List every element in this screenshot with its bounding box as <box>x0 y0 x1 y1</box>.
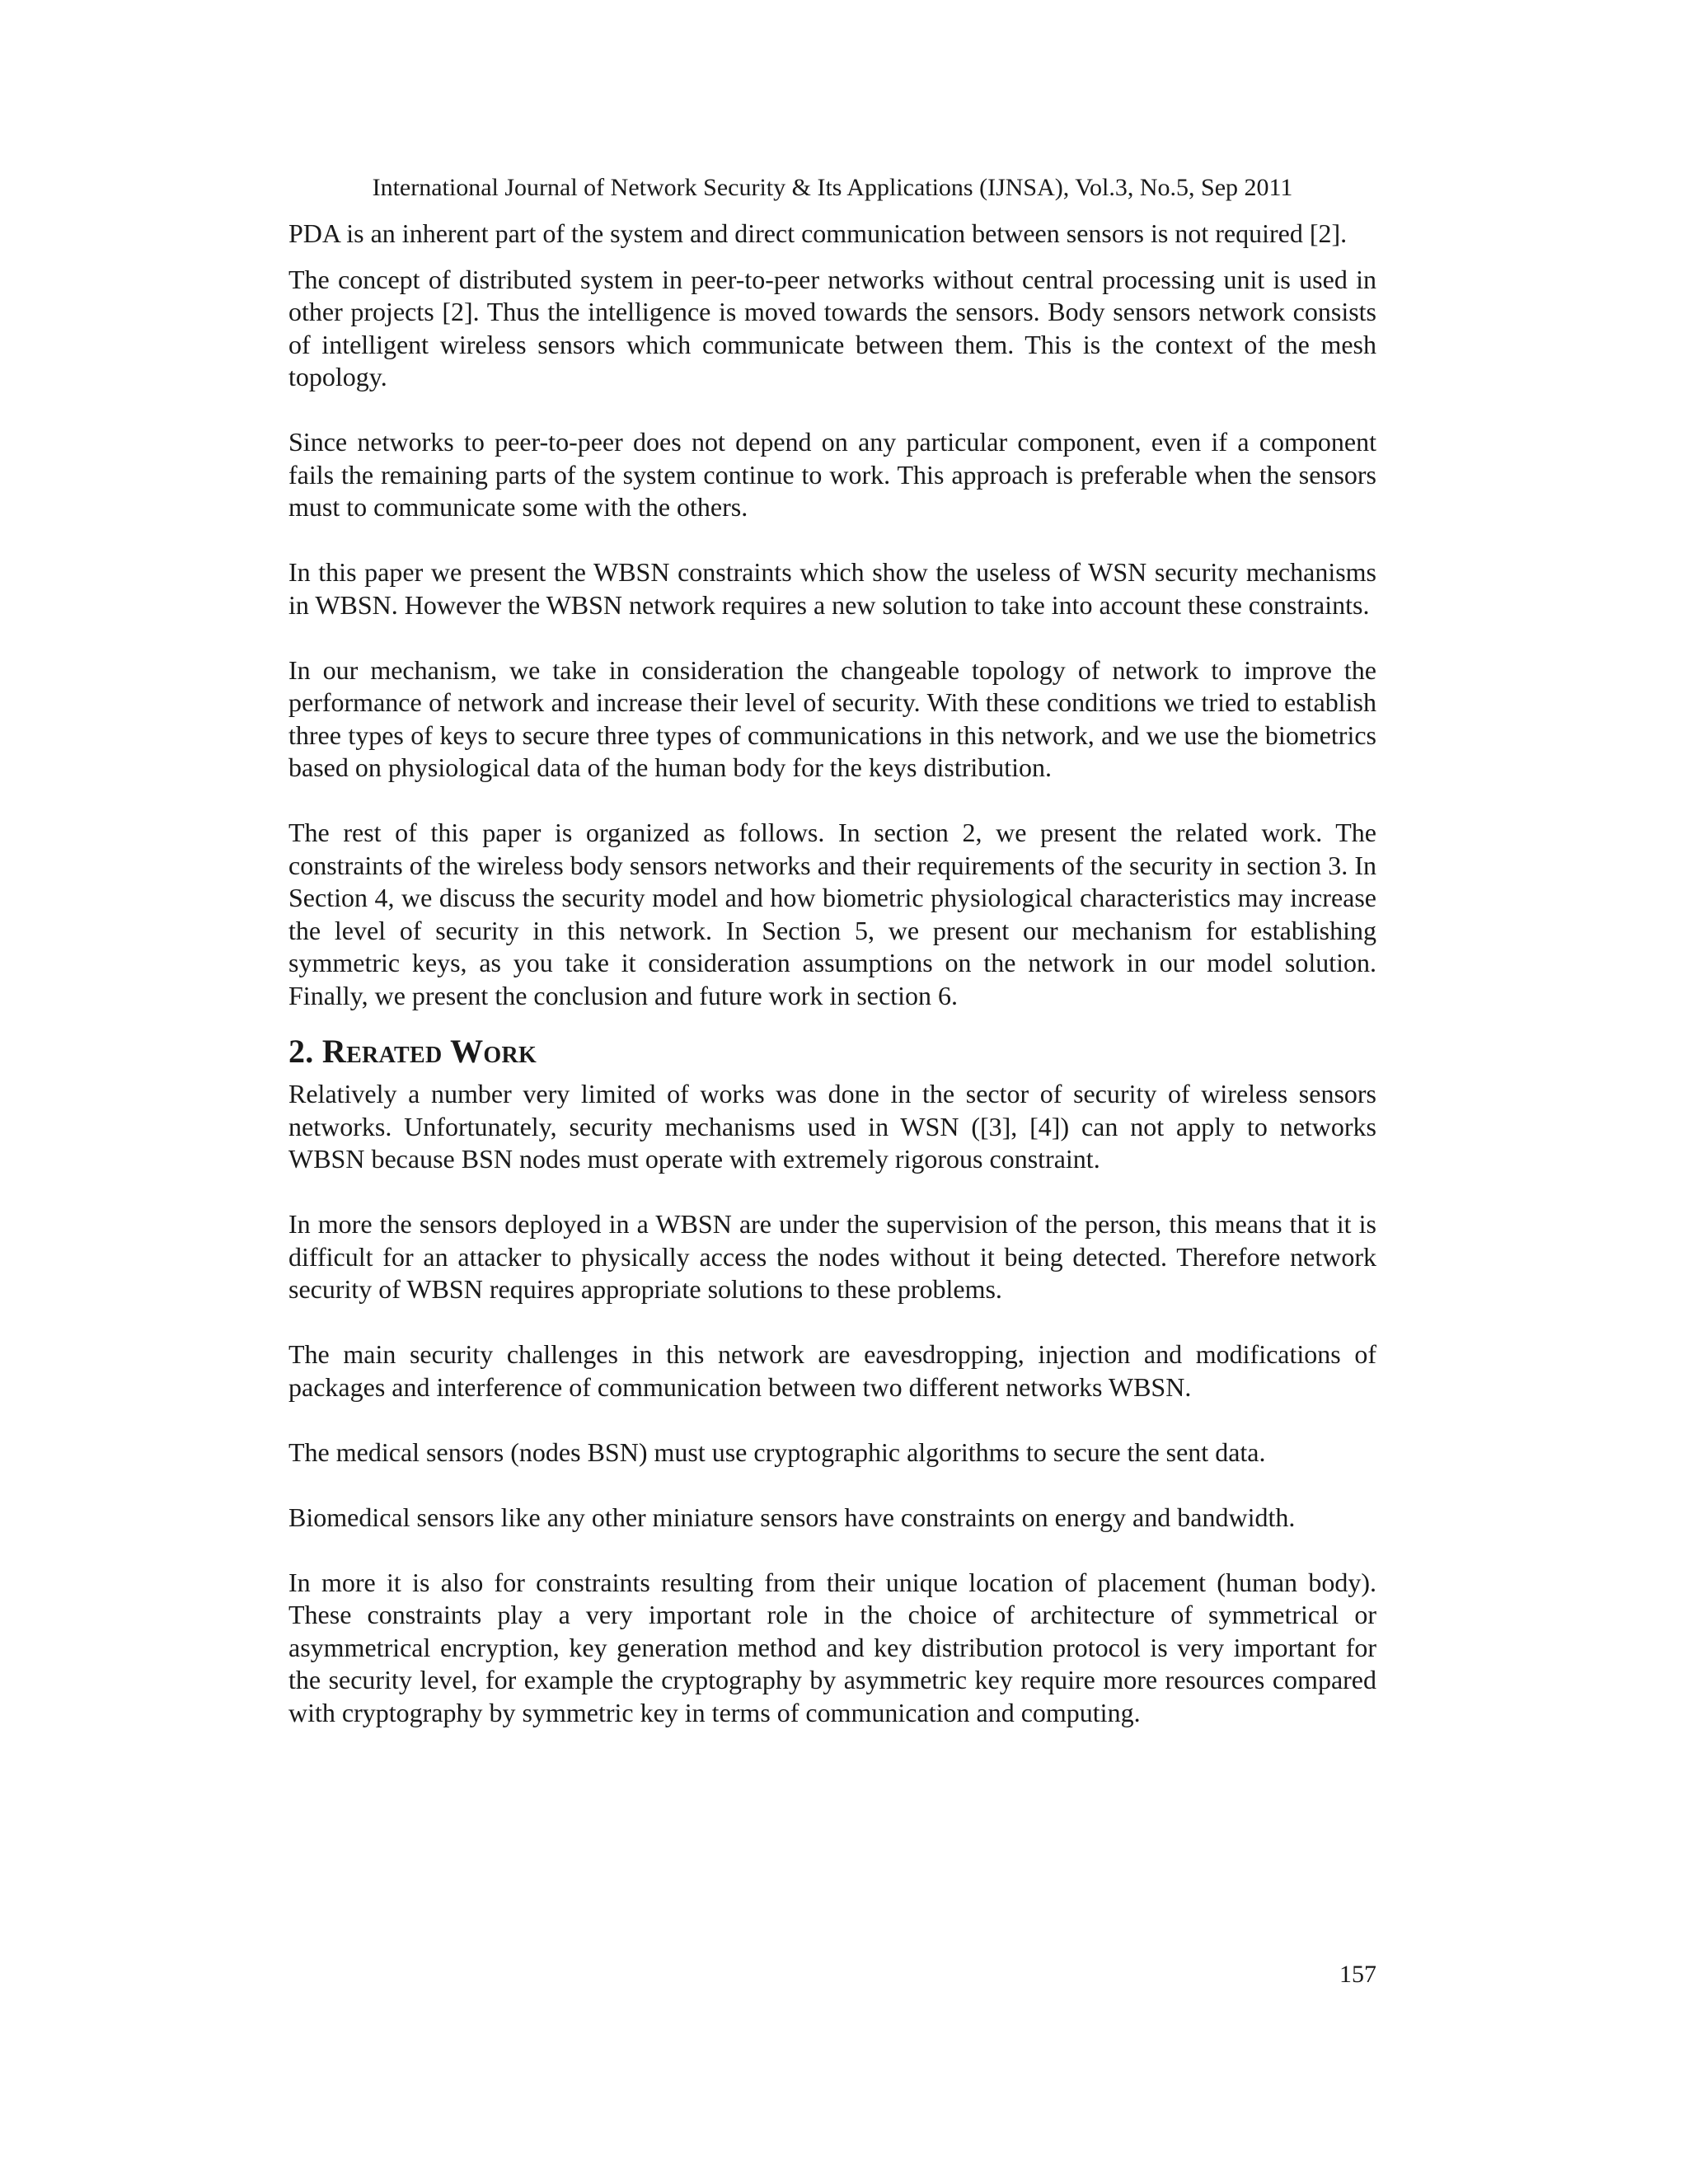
paragraph-related-5: Biomedical sensors like any other miniature sensors have constraints on energy and bandwidth. <box>288 1502 1296 1532</box>
page-number: 157 <box>1339 1961 1376 1988</box>
paragraph-intro-6: The rest of this paper is organized as follows. In section 2, we present the related work. The constraints of the wireless body sensors networks and their requirements of the security in section 3. In Section 4, we discuss the security model and how biometric physiological characteristics may increase the level of security in this network. In Section 5, we present our mechanism for establishing symmetric keys, as you take it consideration assumptions on the network in our model solution. Finally, we present the conclusion and future work in section 6. <box>288 818 1376 1010</box>
paragraph-related-3: The main security challenges in this network are eavesdropping, injection and modifications of packages and interference of communication between two different networks WBSN. <box>288 1339 1376 1402</box>
main-content <box>288 218 1376 1762</box>
paragraph-intro-5: In our mechanism, we take in consideration the changeable topology of network to improve the performance of network and increase their level of security. With these conditions we tried to establish three types of keys to secure three types of communications in this network, and we use the biometrics based on physiological data of the human body for the keys distribution. <box>288 654 1376 782</box>
section-heading-related-work: 2. Rerated Work <box>288 1033 537 1070</box>
paragraph-intro-2: The concept of distributed system in peer-to-peer networks without central processing unit is used in other projects [2]. Thus the intelligence is moved towards the sensors. Body sensors network consists of intelligent wireless sensors which communicate between them. This is the context of the mesh topology. <box>288 264 1376 391</box>
paragraph-related-4: The medical sensors (nodes BSN) must use cryptographic algorithms to secure the sent data. <box>288 1436 1266 1467</box>
paragraph-related-1: Relatively a number very limited of works was done in the sector of security of wireless sensors networks. Unfortunately, security mechanisms used in WSN ([3], [4]) can not apply to networks WBSN because BSN nodes must operate with extremely rigorous constraint. <box>288 1079 1376 1174</box>
paragraph-related-2: In more the sensors deployed in a WBSN are under the supervision of the person, this means that it is difficult for an attacker to physically access the nodes without it being detected. Therefore network security of WBSN requires appropriate solutions to these problems. <box>288 1209 1376 1304</box>
paragraph-intro-1: PDA is an inherent part of the system and direct communication between sensors is not required [2]. <box>288 218 1348 248</box>
running-header: International Journal of Network Security & Its Applications (IJNSA), Vol.3, No.5, Sep 2011 <box>372 174 1293 201</box>
paragraph-intro-4: In this paper we present the WBSN constraints which show the useless of WSN security mechanisms in WBSN. However the WBSN network requires a new solution to take into account these constraints. <box>288 557 1376 620</box>
paragraph-related-6: In more it is also for constraints resulting from their unique location of placement (human body). These constraints play a very important role in the choice of architecture of symmetrical or asymmetrical encryption, key generation method and key distribution protocol is very important for the security level, for example the cryptography by asymmetric key require more resources compared with cryptography by symmetric key in terms of communication and computing. <box>288 1567 1376 1727</box>
paragraph-intro-3: Since networks to peer-to-peer does not depend on any particular component, even if a component fails the remaining parts of the system continue to work. This approach is preferable when the sensors must to communicate some with the others. <box>288 427 1376 522</box>
